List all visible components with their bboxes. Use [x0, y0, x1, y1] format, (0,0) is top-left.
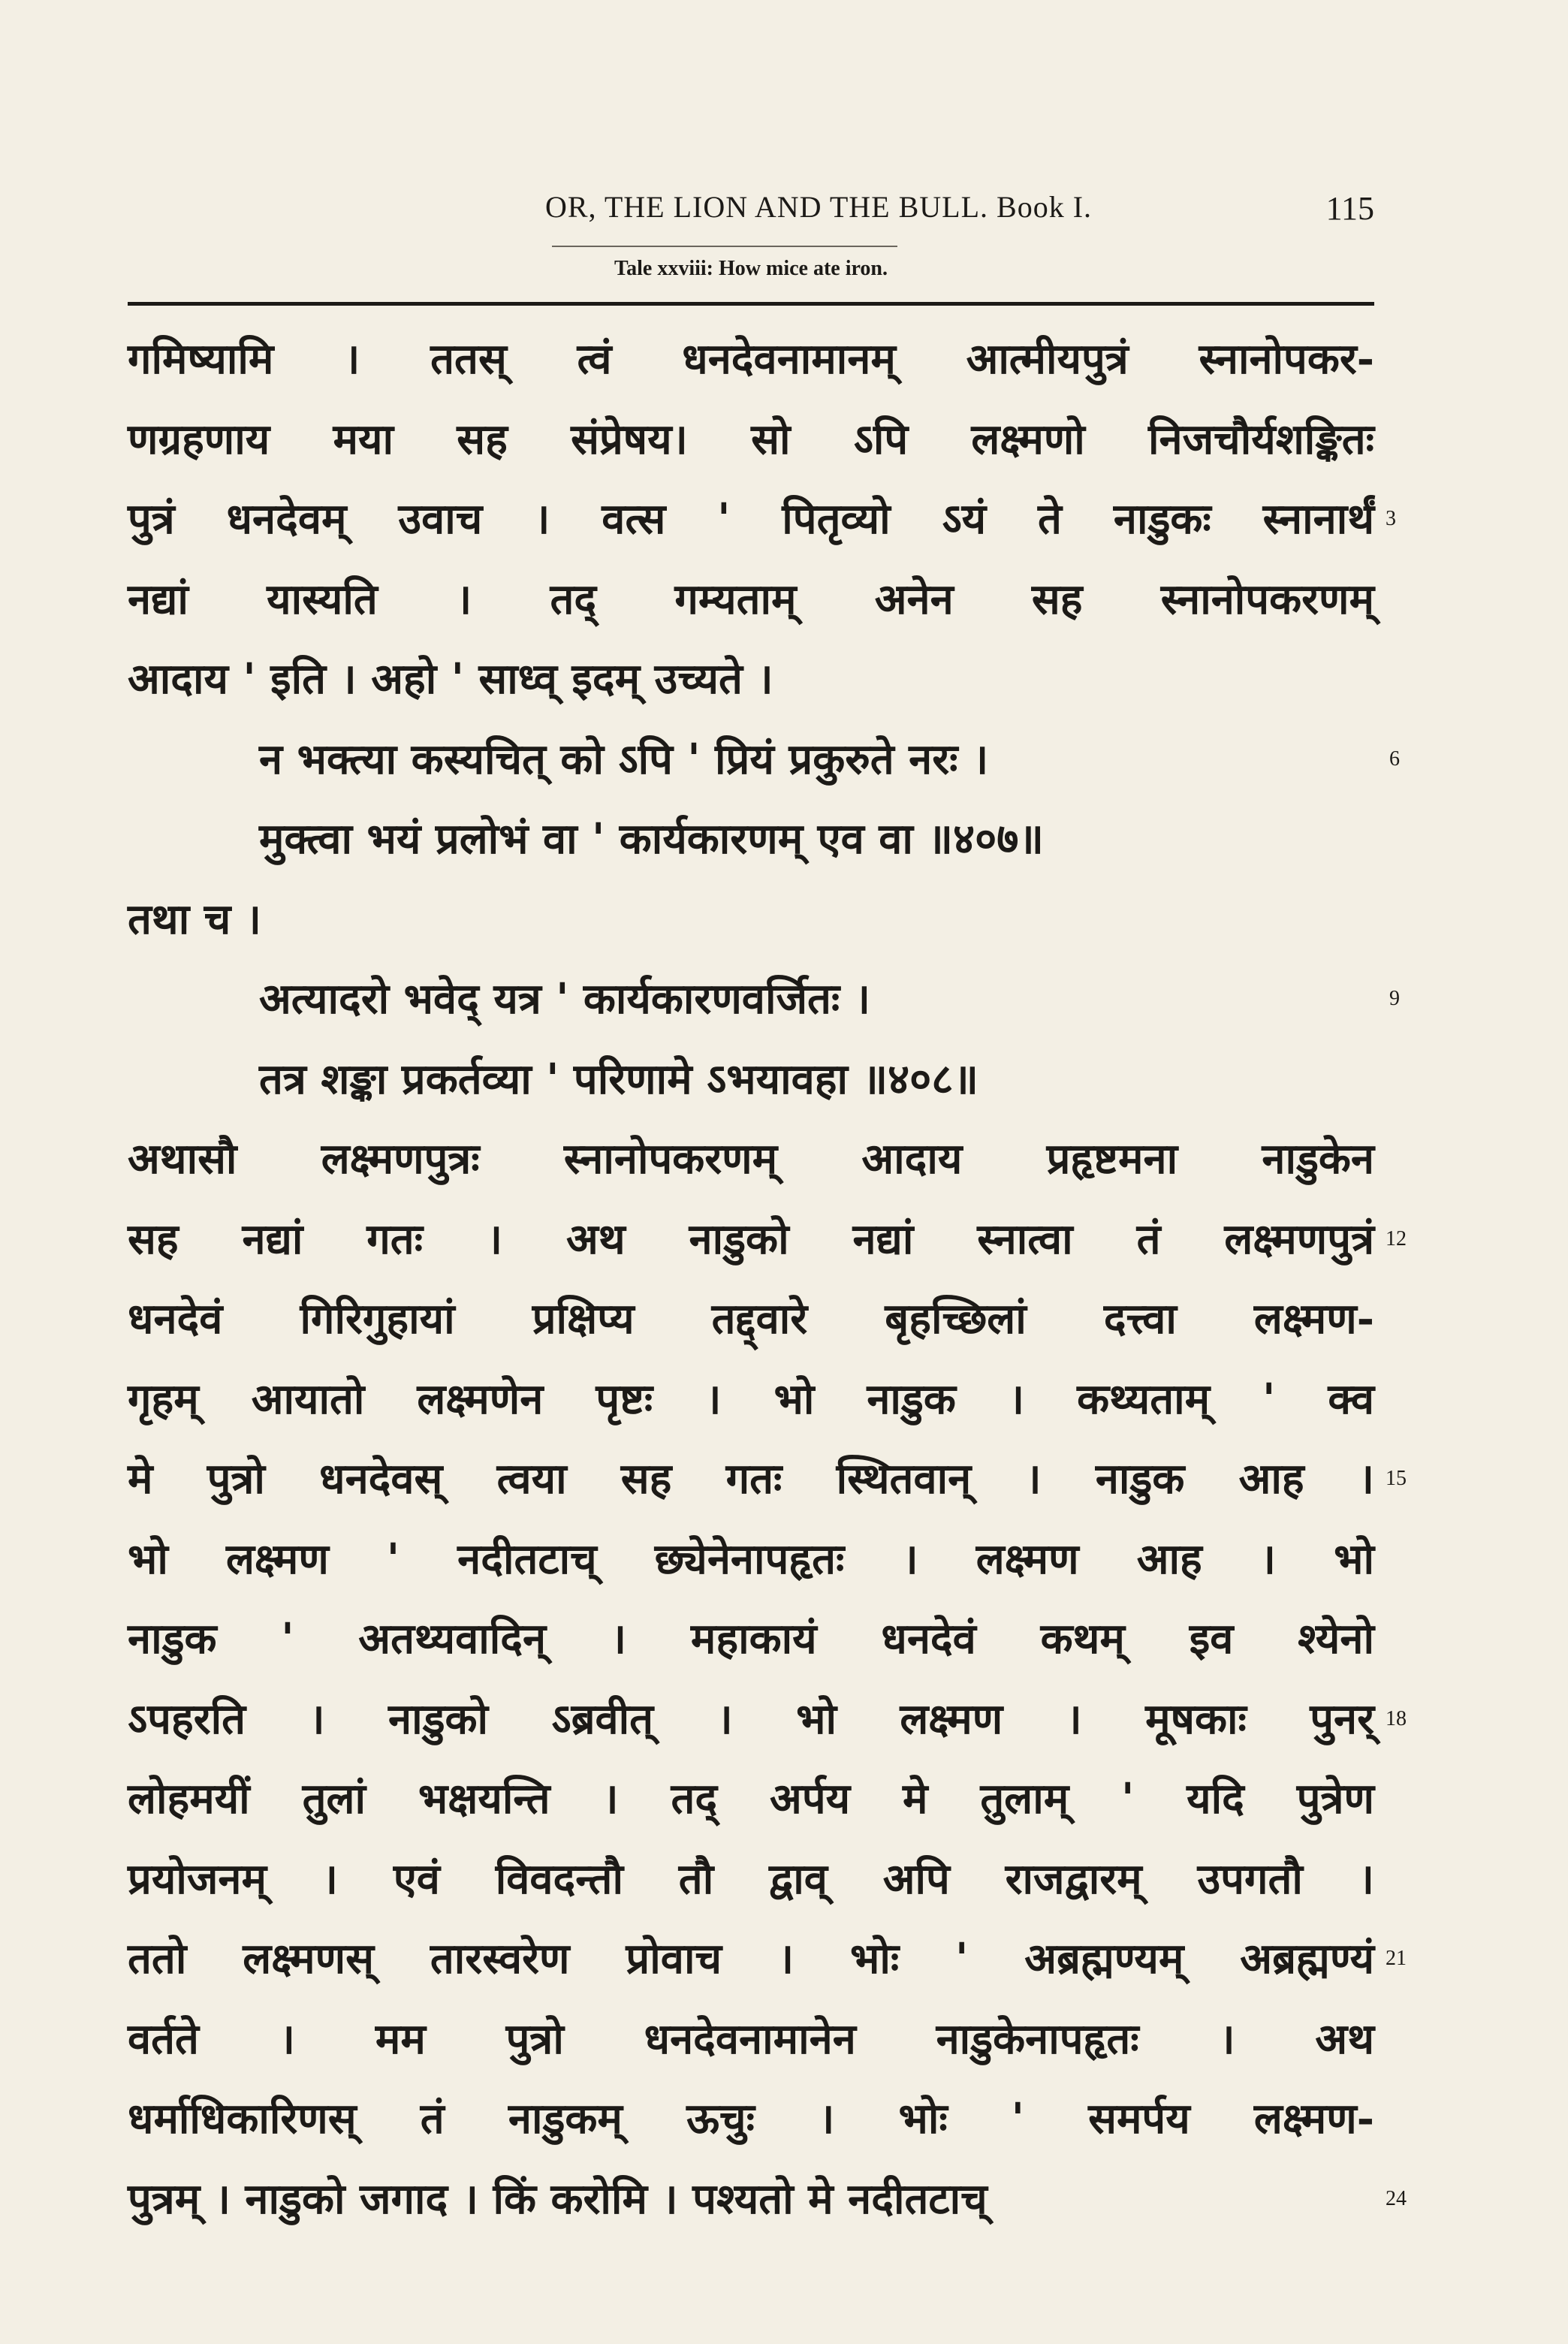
line-number: 12: [1386, 1226, 1407, 1250]
verse-line: [128, 719, 1400, 800]
line-text: धर्माधिकारिणस् तं नाडुकम् ऊचुः । भोः ' समर्पय लक्ष्मण-: [128, 2094, 1374, 2143]
header-rule: [128, 302, 1374, 306]
line-text: सह नद्यां गतः । अथ नाडुको नद्यां स्नात्वा तं लक्ष्मणपुत्रं: [128, 1214, 1374, 1264]
text-line: [128, 1759, 1374, 1839]
verse-line: [128, 959, 1400, 1039]
text-line: [128, 1839, 1374, 1920]
line-text: मे पुत्रो धनदेवस् त्वया सह गतः स्थितवान् । नाडुक आह ।: [128, 1454, 1374, 1504]
text-line: [128, 2079, 1374, 2159]
text-line: [128, 319, 1374, 400]
line-text: अत्यादरो भवेद् यत्र ' कार्यकारणवर्जितः ।: [259, 974, 870, 1024]
line-number: 24: [1386, 2186, 1407, 2210]
line-text: वर्तते । मम पुत्रो धनदेवनामानेन नाडुकेनापहृतः । अथ: [128, 2014, 1374, 2064]
page-header: [128, 189, 1374, 234]
line-text: तत्र शङ्का प्रकर्तव्या ' परिणामे ऽभयावहा ॥४०८॥: [259, 1054, 978, 1104]
text-line: [128, 879, 1374, 960]
page-number: 115: [1325, 190, 1374, 227]
line-text: मुक्त्वा भयं प्रलोभं वा ' कार्यकारणम् एव वा ॥४०७॥: [259, 814, 1044, 864]
text-line: [128, 1439, 1407, 1519]
line-number: 18: [1386, 1706, 1407, 1730]
line-number: 9: [1389, 987, 1400, 1010]
line-number: 15: [1386, 1467, 1407, 1490]
text-line: [128, 1919, 1407, 1999]
text-line: [128, 1199, 1407, 1280]
text-line: [128, 1519, 1374, 1600]
sanskrit-text-body: [128, 319, 1407, 2239]
line-text: तथा च ।: [128, 894, 261, 944]
line-text: नाडुक ' अतथ्यवादिन् । महाकायं धनदेवं कथम् इव श्येनो: [128, 1614, 1374, 1664]
verse-line: [128, 799, 1374, 879]
line-number: 3: [1386, 507, 1396, 530]
line-text: लोहमयीं तुलां भक्षयन्ति । तद् अर्पय मे तुलाम् ' यदि पुत्रेण: [128, 1774, 1374, 1824]
running-title: OR, THE LION AND THE BULL. Book I.: [544, 190, 1093, 224]
line-text: णग्रहणाय मया सह संप्रेषय। सो ऽपि लक्ष्मणो निजचौर्यशङ्कितः: [128, 414, 1374, 464]
line-text: ततो लक्ष्मणस् तारस्वरेण प्रोवाच । भोः ' अब्रह्मण्यम् अब्रह्मण्यं: [128, 1934, 1374, 1984]
line-text: प्रयोजनम् । एवं विवदन्तौ तौ द्वाव् अपि राजद्वारम् उपगतौ ।: [128, 1854, 1374, 1904]
line-text: अथासौ लक्ष्मणपुत्रः स्नानोपकरणम् आदाय प्रहृष्टमना नाडुकेन: [128, 1134, 1374, 1184]
line-number: 6: [1389, 747, 1400, 771]
subtitle-rule: [552, 246, 897, 247]
line-text: धनदेवं गिरिगुहायां प्रक्षिप्य तद्द्वारे बृहच्छिलां दत्त्वा लक्ष्मण-: [128, 1294, 1374, 1344]
text-line: [128, 1999, 1374, 2080]
line-text: न भक्त्या कस्यचित् को ऽपि ' प्रियं प्रकुरुते नरः ।: [259, 734, 989, 784]
line-text: पुत्रम् । नाडुको जगाद । किं करोमि । पश्यतो मे नदीतटाच्: [128, 2174, 988, 2224]
text-line: [128, 400, 1374, 480]
text-line: [128, 639, 1374, 719]
verse-line: [128, 1039, 1374, 1120]
text-line: [128, 1599, 1374, 1679]
tale-subtitle: Tale xxviii: How mice ate iron.: [614, 257, 888, 280]
line-number: 21: [1386, 1947, 1407, 1970]
line-text: आदाय ' इति । अहो ' साध्व् इदम् उच्यते ।: [128, 654, 773, 704]
text-line: [128, 560, 1374, 640]
text-line: [128, 2159, 1407, 2240]
line-text: भो लक्ष्मण ' नदीतटाच् छ्येनेनापहृतः । लक्ष्मण आह । भो: [128, 1534, 1374, 1584]
text-line: [128, 479, 1396, 560]
line-text: गृहम् आयातो लक्ष्मणेन पृष्टः । भो नाडुक । कथ्यताम् ' क्व: [128, 1374, 1374, 1424]
text-line: [128, 1679, 1407, 1760]
text-line: [128, 1119, 1374, 1199]
line-text: नद्यां यास्यति । तद् गम्यताम् अनेन सह स्नानोपकरणम्: [128, 574, 1374, 624]
line-text: गमिष्यामि । ततस् त्वं धनदेवनामानम् आत्मीयपुत्रं स्नानोपकर-: [128, 334, 1374, 384]
line-text: पुत्रं धनदेवम् उवाच । वत्स ' पितृव्यो ऽयं ते नाडुकः स्नानार्थं: [128, 494, 1374, 544]
text-line: [128, 1359, 1374, 1440]
line-text: ऽपहरति । नाडुको ऽब्रवीत् । भो लक्ष्मण । मूषकाः पुनर्: [128, 1694, 1374, 1744]
text-line: [128, 1279, 1374, 1359]
